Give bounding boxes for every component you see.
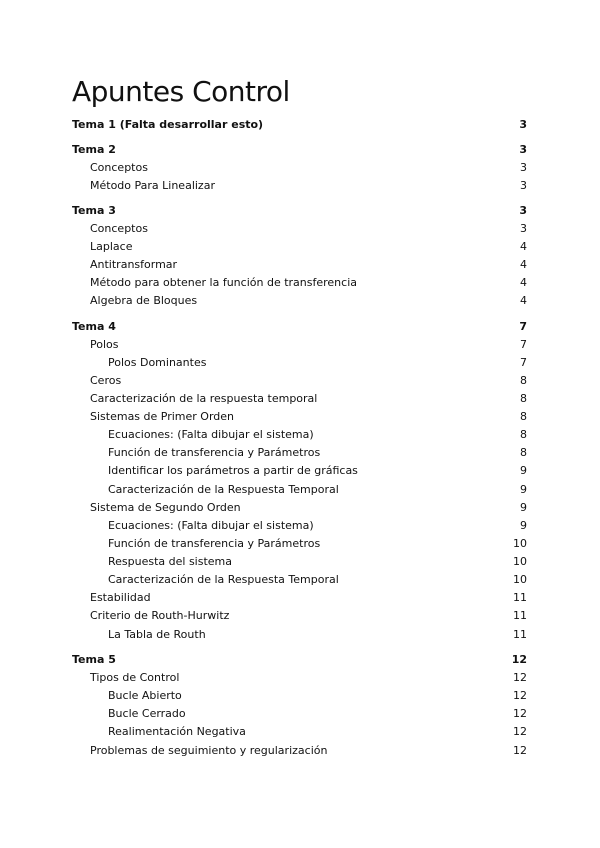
toc-entry-label: Ecuaciones: (Falta dibujar el sistema) xyxy=(108,519,314,532)
toc-entry-page: 3 xyxy=(520,179,527,192)
toc-entry-label: Polos Dominantes xyxy=(108,356,207,369)
toc-entry-label: Caracterización de la Respuesta Temporal xyxy=(108,483,339,496)
toc-entry-page: 9 xyxy=(520,464,527,477)
toc-entry[interactable] xyxy=(0,238,600,256)
toc-entry-page: 8 xyxy=(520,392,527,405)
toc-entry[interactable] xyxy=(0,481,600,499)
toc-entry-label: Método para obtener la función de transferencia xyxy=(90,276,357,289)
toc-entry-tema-3[interactable] xyxy=(0,202,600,220)
toc-entry-label: Tema 2 xyxy=(72,143,116,156)
toc-entry[interactable] xyxy=(0,742,600,760)
toc-entry[interactable] xyxy=(0,589,600,607)
toc-entry-page: 8 xyxy=(520,446,527,459)
toc-entry-label: Identificar los parámetros a partir de gráficas xyxy=(108,464,358,477)
toc-entry-page: 11 xyxy=(513,591,527,604)
toc-entry-page: 3 xyxy=(520,222,527,235)
toc-entry-page: 3 xyxy=(519,118,527,131)
toc-entry-label: Conceptos xyxy=(90,161,148,174)
toc-entry-tema-4[interactable] xyxy=(0,318,600,336)
toc-entry-label: Sistema de Segundo Orden xyxy=(90,501,241,514)
toc-entry[interactable] xyxy=(0,354,600,372)
toc-entry[interactable] xyxy=(0,705,600,723)
toc-entry-page: 12 xyxy=(513,725,527,738)
toc-entry-label: Tema 1 (Falta desarrollar esto) xyxy=(72,118,264,131)
page-title: Apuntes Control xyxy=(72,75,290,108)
toc-entry-label: Estabilidad xyxy=(90,591,151,604)
toc-entry-label: Bucle Abierto xyxy=(108,689,182,702)
toc-entry-tema-5[interactable] xyxy=(0,651,600,669)
toc-entry[interactable] xyxy=(0,535,600,553)
toc-entry-label: Caracterización de la respuesta temporal xyxy=(90,392,318,405)
toc-entry-page: 10 xyxy=(513,555,527,568)
toc-entry-page: 11 xyxy=(513,609,527,622)
toc-entry-page: 10 xyxy=(513,573,527,586)
toc-entry-page: 3 xyxy=(520,161,527,174)
toc-entry-label: Realimentación Negativa xyxy=(108,725,246,738)
toc-entry-label: Sistemas de Primer Orden xyxy=(90,410,235,423)
toc-entry[interactable] xyxy=(0,626,600,644)
toc-entry-page: 12 xyxy=(513,707,527,720)
toc-entry-label: Polos xyxy=(90,338,119,351)
toc-entry[interactable] xyxy=(0,669,600,687)
toc-entry-page: 3 xyxy=(519,143,527,156)
toc-entry-page: 7 xyxy=(519,320,527,333)
toc-entry-page: 8 xyxy=(520,374,527,387)
toc-entry-label: Conceptos xyxy=(90,222,148,235)
toc-entry-page: 8 xyxy=(520,428,527,441)
toc-entry[interactable] xyxy=(0,444,600,462)
toc-entry-label: Tema 5 xyxy=(72,653,116,666)
toc-entry[interactable] xyxy=(0,462,600,480)
toc-entry-label: Ceros xyxy=(90,374,122,387)
toc-entry-label: Tema 4 xyxy=(72,320,116,333)
toc-entry-page: 4 xyxy=(520,240,527,253)
toc-entry-page: 11 xyxy=(513,628,527,641)
toc-entry[interactable] xyxy=(0,687,600,705)
toc-entry[interactable] xyxy=(0,607,600,625)
toc-entry-page: 9 xyxy=(520,519,527,532)
toc-entry[interactable] xyxy=(0,499,600,517)
toc-entry[interactable] xyxy=(0,426,600,444)
toc-entry-label: Laplace xyxy=(90,240,133,253)
toc-entry-label: Función de transferencia y Parámetros xyxy=(108,537,321,550)
toc-entry[interactable] xyxy=(0,517,600,535)
toc-entry[interactable] xyxy=(0,723,600,741)
toc-entry-tema-2[interactable] xyxy=(0,141,600,159)
toc-entry-page: 7 xyxy=(520,338,527,351)
toc-entry-label: Algebra de Bloques xyxy=(90,294,198,307)
toc-entry-label: La Tabla de Routh xyxy=(108,628,206,641)
toc-entry[interactable] xyxy=(0,177,600,195)
toc-entry[interactable] xyxy=(0,336,600,354)
toc-entry[interactable] xyxy=(0,256,600,274)
toc-entry-page: 8 xyxy=(520,410,527,423)
toc-entry-page: 9 xyxy=(520,483,527,496)
toc-entry-page: 12 xyxy=(513,671,527,684)
toc-entry-page: 4 xyxy=(520,258,527,271)
toc-entry[interactable] xyxy=(0,159,600,177)
toc-entry-page: 3 xyxy=(519,204,527,217)
toc-entry-page: 9 xyxy=(520,501,527,514)
toc-entry[interactable] xyxy=(0,274,600,292)
toc-entry-label: Respuesta del sistema xyxy=(108,555,233,568)
toc-entry-label: Caracterización de la Respuesta Temporal xyxy=(108,573,339,586)
toc-entry[interactable] xyxy=(0,220,600,238)
toc-entry-page: 7 xyxy=(520,356,527,369)
toc-entry-page: 4 xyxy=(520,294,527,307)
toc-entry-label: Antitransformar xyxy=(90,258,178,271)
toc-entry-label: Criterio de Routh-Hurwitz xyxy=(90,609,230,622)
toc-entry[interactable] xyxy=(0,390,600,408)
toc-entry-label: Tipos de Control xyxy=(90,671,180,684)
toc-entry-label: Problemas de seguimiento y regularización xyxy=(90,744,328,757)
toc-entry-page: 10 xyxy=(513,537,527,550)
toc-entry-page: 12 xyxy=(511,653,527,666)
toc-entry[interactable] xyxy=(0,372,600,390)
toc-entry-label: Ecuaciones: (Falta dibujar el sistema) xyxy=(108,428,314,441)
toc-entry-page: 4 xyxy=(520,276,527,289)
toc-entry-label: Función de transferencia y Parámetros xyxy=(108,446,321,459)
toc-entry-label: Tema 3 xyxy=(72,204,116,217)
toc-entry[interactable] xyxy=(0,571,600,589)
toc-entry[interactable] xyxy=(0,408,600,426)
toc-entry-page: 12 xyxy=(513,689,527,702)
toc-entry-page: 12 xyxy=(513,744,527,757)
toc-entry[interactable] xyxy=(0,292,600,310)
toc-entry-label: Bucle Cerrado xyxy=(108,707,186,720)
toc-entry-tema-1[interactable] xyxy=(0,116,600,134)
toc-entry[interactable] xyxy=(0,553,600,571)
toc-entry-label: Método Para Linealizar xyxy=(90,179,215,192)
